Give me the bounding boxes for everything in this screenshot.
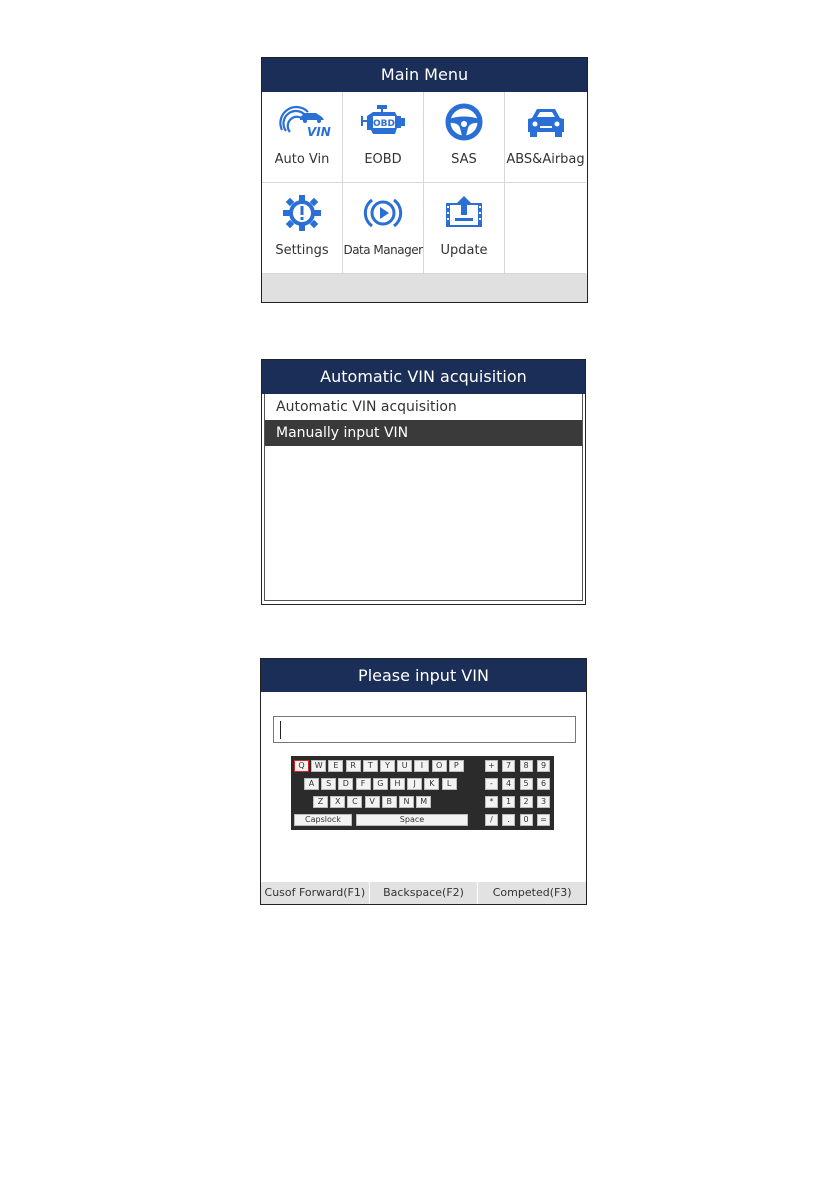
menu-item-sas[interactable] <box>424 92 505 183</box>
numpad-key[interactable]: = <box>537 814 550 826</box>
menu-grid <box>262 92 586 274</box>
numpad-key[interactable]: 2 <box>520 796 533 808</box>
vin-icon <box>278 102 331 142</box>
numpad-key[interactable]: + <box>485 760 498 772</box>
numpad-key[interactable]: 6 <box>537 778 550 790</box>
menu-label: SAS <box>451 152 477 167</box>
key-m[interactable]: M <box>416 796 431 808</box>
backspace-button[interactable]: Backspace(F2) <box>370 882 479 904</box>
function-key-bar <box>261 882 586 904</box>
key-h[interactable]: H <box>390 778 405 790</box>
numpad-key[interactable]: 5 <box>520 778 533 790</box>
vin-acquisition-screen <box>261 359 586 605</box>
key-i[interactable]: I <box>414 760 429 772</box>
menu-label: Auto Vin <box>274 152 330 167</box>
menu-item-auto-vin[interactable] <box>262 92 343 183</box>
key-e[interactable]: E <box>328 760 343 772</box>
menu-label: EOBD <box>364 152 402 167</box>
vin-acquisition-title: Automatic VIN acquisition <box>262 360 585 394</box>
key-l[interactable]: L <box>442 778 457 790</box>
main-menu-screen <box>261 57 588 303</box>
key-a[interactable]: A <box>304 778 319 790</box>
option-list <box>264 394 583 601</box>
menu-item-update[interactable] <box>424 183 505 274</box>
key-p[interactable]: P <box>449 760 464 772</box>
menu-item-empty <box>505 183 586 274</box>
vin-icon-text: VIN <box>307 125 331 139</box>
key-g[interactable]: G <box>373 778 388 790</box>
key-n[interactable]: N <box>399 796 414 808</box>
menu-label: Update <box>440 243 488 258</box>
menu-item-data-manager[interactable] <box>343 183 424 274</box>
numpad-key[interactable]: - <box>485 778 498 790</box>
obd-icon-text: OBD <box>373 119 395 129</box>
numpad-key[interactable]: 9 <box>537 760 550 772</box>
key-f[interactable]: F <box>356 778 371 790</box>
menu-item-eobd[interactable] <box>343 92 424 183</box>
key-t[interactable]: T <box>363 760 378 772</box>
key-z[interactable]: Z <box>313 796 328 808</box>
status-bar <box>262 274 587 302</box>
numpad-key[interactable]: 4 <box>502 778 515 790</box>
numpad-key[interactable]: / <box>485 814 498 826</box>
car-icon <box>522 102 570 142</box>
numpad-key[interactable]: * <box>485 796 498 808</box>
key-r[interactable]: R <box>346 760 361 772</box>
numpad-key[interactable]: 8 <box>520 760 533 772</box>
key-v[interactable]: V <box>365 796 380 808</box>
key-s[interactable]: S <box>321 778 336 790</box>
engine-obd-icon <box>359 102 407 142</box>
input-vin-title: Please input VIN <box>261 659 586 692</box>
gear-icon <box>278 193 326 233</box>
key-q[interactable]: Q <box>294 760 309 772</box>
space-key[interactable]: Space <box>356 814 468 826</box>
menu-item-settings[interactable] <box>262 183 343 274</box>
option-manual-vin[interactable]: Manually input VIN <box>265 420 582 446</box>
numpad-key[interactable]: 3 <box>537 796 550 808</box>
key-x[interactable]: X <box>330 796 345 808</box>
main-menu-title: Main Menu <box>262 58 587 92</box>
key-w[interactable]: W <box>311 760 326 772</box>
numpad-key[interactable]: 1 <box>502 796 515 808</box>
on-screen-keyboard <box>291 756 554 830</box>
numpad-key[interactable]: 0 <box>520 814 533 826</box>
vin-input-field[interactable] <box>273 716 576 743</box>
key-j[interactable]: J <box>407 778 422 790</box>
text-caret <box>280 721 281 739</box>
menu-label: Settings <box>275 243 329 258</box>
key-u[interactable]: U <box>397 760 412 772</box>
steering-wheel-icon <box>440 102 488 142</box>
menu-item-abs-airbag[interactable] <box>505 92 586 183</box>
key-k[interactable]: K <box>424 778 439 790</box>
completed-button[interactable]: Competed(F3) <box>492 886 572 899</box>
key-o[interactable]: O <box>432 760 447 772</box>
option-automatic-vin[interactable]: Automatic VIN acquisition <box>276 399 457 415</box>
play-icon <box>359 193 407 233</box>
input-vin-screen <box>260 658 587 905</box>
cursor-forward-button[interactable]: Cusof Forward(F1) <box>261 882 370 904</box>
numpad-key[interactable]: 7 <box>502 760 515 772</box>
upload-icon <box>440 193 488 233</box>
menu-label: Data Manager <box>343 243 423 257</box>
key-b[interactable]: B <box>382 796 397 808</box>
menu-label: ABS&Airbag <box>506 152 585 167</box>
numpad-key[interactable]: . <box>502 814 515 826</box>
key-c[interactable]: C <box>347 796 362 808</box>
key-y[interactable]: Y <box>380 760 395 772</box>
capslock-key[interactable]: Capslock <box>294 814 352 826</box>
key-d[interactable]: D <box>338 778 353 790</box>
